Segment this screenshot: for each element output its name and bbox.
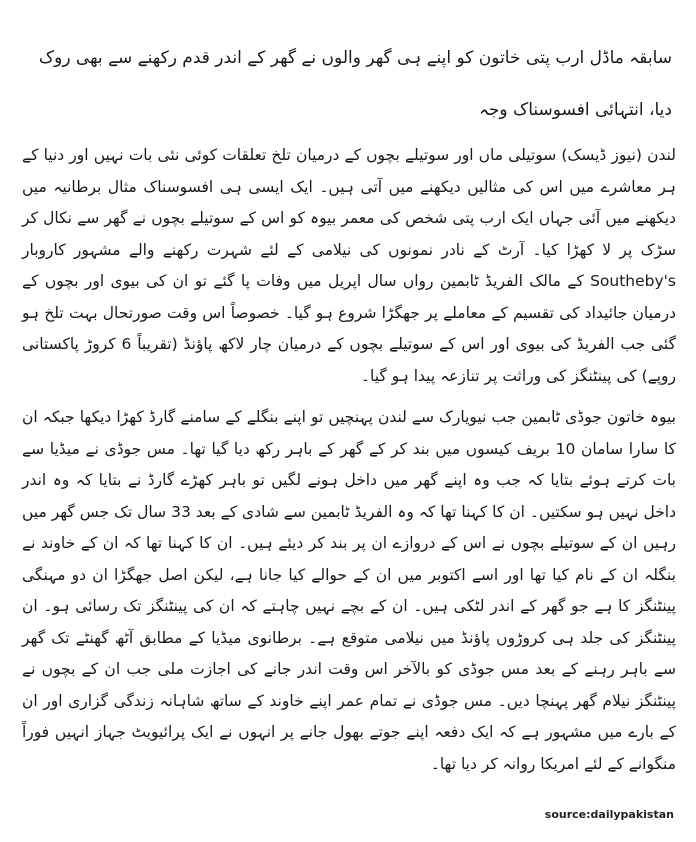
article-paragraph-1: لندن (نیوز ڈیسک) سوتیلی ماں اور سوتیلے بچوں کے درمیان تلخ تعلقات کوئی نئی بات نہیں اور دنیا کے ہر معاشرے میں اس کی مثالیں دیکھنے میں آتی ہیں۔ ایک ایسی ہی افسوسناک مثال برطانیہ میں دیکھنے میں آئی جہاں ایک ارب پتی شخص کی معمر بیوہ کو اس کے سوتیلے بچوں نے گھر سے نکال کر سڑک پر لا کھڑا کیا۔ آرٹ کے نادر نمونوں کی نیلامی کے لئے شہرت رکھنے والے مشہور کاروبار Southeby's کے مالک الفریڈ ٹابمین رواں سال اپریل میں وفات پا گئے تو ان کی بیوی اور بچوں کے درمیان جائیداد کی تقسیم کے معاملے پر جھگڑا شروع ہو گیا۔ خصوصاً اس وقت صورتحال بہت تلخ ہو گئی جب الفریڈ کی بیوی اور اس کے سوتیلے بچوں کے درمیان چار لاکھ پاﺅنڈ (تقریباً 6 کروڑ پاکستانی روپے) کی پینٹنگز کی وراثت پر تنازعہ پیدا ہو گیا۔ [22, 146, 676, 385]
article-headline: سابقہ ماڈل ارب پتی خاتون کو اپنے ہی گھر والوں نے گھر کے اندر قدم رکھنے سے بھی روک دیا، انتہائی افسوسناک وجہ [38, 48, 672, 120]
article-body [22, 140, 676, 780]
article-paragraph-2: بیوہ خاتون جوڈی ٹابمین جب نیویارک سے لندن پہنچیں تو اپنے بنگلے کے سامنے گارڈ کھڑا دیکھا جبکہ ان کا سارا سامان 10 بریف کیسوں میں بند کر کے گھر کے باہر رکھ دیا گیا تھا۔ مس جوڈی نے میڈیا سے بات کرتے ہوئے بتایا کہ جب وہ اپنے گھر میں داخل ہونے لگیں تو باہر کھڑے گارڈ نے بتایا کہ وہ اندر داخل نہیں ہو سکتیں۔ ان کا کہنا تھا کہ وہ الفریڈ ٹابمین سے شادی کے بعد 33 سال تک جس گھر میں رہیں ان کے سوتیلے بچوں نے اس کے دروازے ان پر بند کر دیئے ہیں۔ ان کا کہنا تھا کہ ان کے خاوند نے بنگلہ ان کے نام کیا تھا اور اسے اکتوبر میں ان کے حوالے کیا جانا ہے، لیکن اصل جھگڑا ان دو مہنگی پینٹنگز کا ہے جو گھر کے اندر لٹکی ہیں۔ ان کے بچے نہیں چاہتے کہ ان کی پینٹنگز تک رسائی ہو۔ ان پینٹنگز کی جلد ہی کروڑوں پاﺅنڈ میں نیلامی متوقع ہے۔ برطانوی میڈیا کے مطابق آٹھ گھنٹے تک گھر سے باہر رہنے کے بعد مس جوڈی کو بالآخر اس وقت اندر جانے کی اجازت ملی جب ان کے بچوں نے پینٹنگز نیلام گھر پہنچا دیں۔ مس جوڈی نے تمام عمر اپنے خاوند کے ساتھ شاہانہ زندگی گزاری اور ان کے بارے میں مشہور ہے کہ ایک دفعہ اپنے جوتے بھول جانے پر انہوں نے ایک پرائیویٹ جہاز انہیں فوراً منگوانے کے لئے امریکا روانہ کر دیا تھا۔ [22, 408, 676, 773]
source-credit: source:dailypakistan [544, 808, 674, 821]
